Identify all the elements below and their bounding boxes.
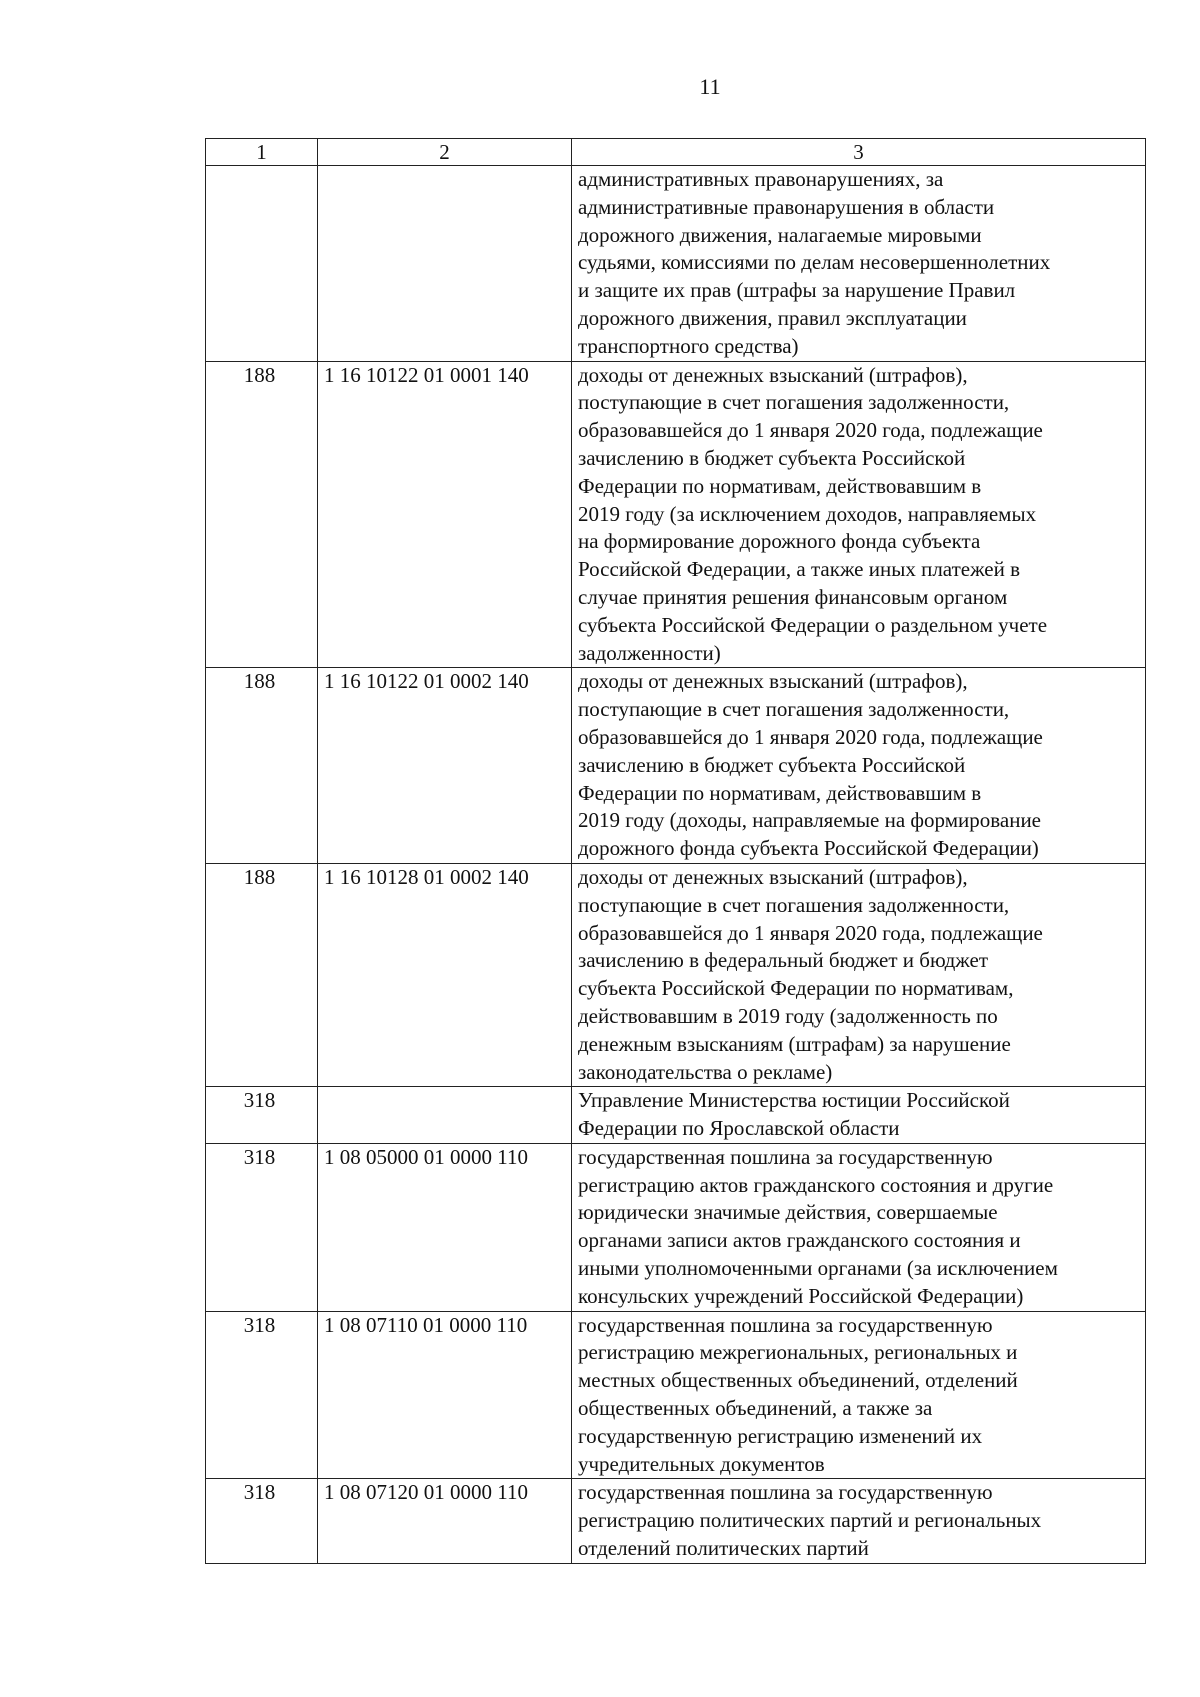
admin-code-cell: 318 [206, 1143, 318, 1311]
header-col-2: 2 [318, 139, 572, 166]
description-cell: Управление Министерства юстиции Российской Федерации по Ярославской области [572, 1087, 1146, 1144]
table-row [206, 1143, 1146, 1311]
description-cell: государственная пошлина за государственную регистрацию актов гражданского состояния и другие юридически значимые действия, совершаемые органами записи актов гражданского состояния и иными уполномоченными органами (за исключением консульских учреждений Российской Федерации) [572, 1143, 1146, 1311]
table-row [206, 166, 1146, 362]
page-number: 11 [699, 74, 721, 99]
kbk-code-cell: 1 08 07120 01 0000 110 [318, 1479, 572, 1563]
table-row [206, 668, 1146, 864]
header-col-3: 3 [572, 139, 1146, 166]
admin-code-cell: 188 [206, 668, 318, 864]
kbk-code-cell: 1 08 07110 01 0000 110 [318, 1311, 572, 1479]
kbk-code-cell: 1 16 10128 01 0002 140 [318, 863, 572, 1086]
description-cell: административных правонарушениях, за административные правонарушения в области дорожного движения, налагаемые мировыми судьями, комиссиями по делам несовершеннолетних и защите их прав (штрафы за нарушение Правил дорожного движения, правил эксплуатации транспортного средства) [572, 166, 1146, 362]
header-col-1: 1 [206, 139, 318, 166]
admin-code-cell: 188 [206, 863, 318, 1086]
admin-code-cell [206, 166, 318, 362]
admin-code-cell: 188 [206, 361, 318, 668]
revenue-codes-table [205, 138, 1146, 1564]
table-row [206, 1311, 1146, 1479]
table-row [206, 1479, 1146, 1563]
description-cell: государственная пошлина за государственную регистрацию межрегиональных, региональных и местных общественных объединений, отделений общественных объединений, а также за государственную регистрацию изменений их учредительных документов [572, 1311, 1146, 1479]
table-row [206, 361, 1146, 668]
table-body [206, 139, 1146, 1564]
description-cell: доходы от денежных взысканий (штрафов), поступающие в счет погашения задолженности, образовавшейся до 1 января 2020 года, подлежащие зачислению в бюджет субъекта Российской Федерации по нормативам, действовавшим в 2019 году (доходы, направляемые на формирование дорожного фонда субъекта Российской Федерации) [572, 668, 1146, 864]
kbk-code-cell: 1 16 10122 01 0001 140 [318, 361, 572, 668]
admin-code-cell: 318 [206, 1479, 318, 1563]
table-header-row [206, 139, 1146, 166]
kbk-code-cell [318, 1087, 572, 1144]
table-row [206, 1087, 1146, 1144]
description-cell: доходы от денежных взысканий (штрафов), поступающие в счет погашения задолженности, образовавшейся до 1 января 2020 года, подлежащие зачислению в бюджет субъекта Российской Федерации по нормативам, действовавшим в 2019 году (за исключением доходов, направляемых на формирование дорожного фонда субъекта Российской Федерации, а также иных платежей в случае принятия решения финансовым органом субъекта Российской Федерации о раздельном учете задолженности) [572, 361, 1146, 668]
kbk-code-cell [318, 166, 572, 362]
kbk-code-cell: 1 08 05000 01 0000 110 [318, 1143, 572, 1311]
table-row [206, 863, 1146, 1086]
description-cell: государственная пошлина за государственную регистрацию политических партий и региональных отделений политических партий [572, 1479, 1146, 1563]
description-cell: доходы от денежных взысканий (штрафов), поступающие в счет погашения задолженности, образовавшейся до 1 января 2020 года, подлежащие зачислению в федеральный бюджет и бюджет субъекта Российской Федерации по нормативам, действовавшим в 2019 году (задолженность по денежным взысканиям (штрафам) за нарушение законодательства о рекламе) [572, 863, 1146, 1086]
admin-code-cell: 318 [206, 1311, 318, 1479]
admin-code-cell: 318 [206, 1087, 318, 1144]
kbk-code-cell: 1 16 10122 01 0002 140 [318, 668, 572, 864]
